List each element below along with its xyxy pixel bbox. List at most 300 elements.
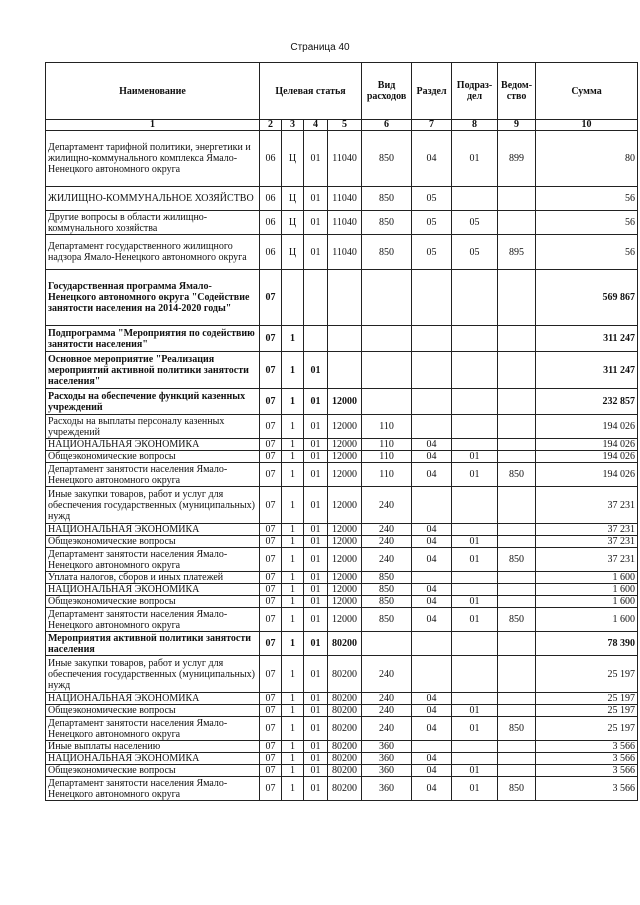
cell-expense-type: 240	[362, 548, 412, 572]
cell-name: Иные закупки товаров, работ и услуг для обеспечения государственных (муниципальных) нужд	[46, 487, 260, 524]
cell-subsection	[452, 584, 498, 596]
cell-name: НАЦИОНАЛЬНАЯ ЭКОНОМИКА	[46, 693, 260, 705]
cell-subprogram: 1	[282, 439, 304, 451]
cell-subsection: 01	[452, 705, 498, 717]
cell-section	[412, 415, 452, 439]
cell-direction: 11040	[328, 235, 362, 270]
cell-sum: 37 231	[536, 524, 638, 536]
cell-direction: 12000	[328, 536, 362, 548]
cell-section: 04	[412, 548, 452, 572]
cell-subsection: 01	[452, 717, 498, 741]
cell-subprogram: 1	[282, 741, 304, 753]
cell-direction: 80200	[328, 693, 362, 705]
cell-name: Департамент тарифной политики, энергетики и жилищно-коммунального комплекса Ямало-Ненецкого автономного округа	[46, 131, 260, 187]
cell-program: 07	[260, 753, 282, 765]
cell-subsection	[452, 326, 498, 352]
cell-expense-type: 850	[362, 131, 412, 187]
cell-department	[498, 536, 536, 548]
cell-program: 06	[260, 131, 282, 187]
cell-department: 850	[498, 717, 536, 741]
col-number: 7	[412, 120, 452, 131]
cell-name: Департамент занятости населения Ямало-Ненецкого автономного округа	[46, 608, 260, 632]
cell-measure: 01	[304, 451, 328, 463]
cell-section	[412, 352, 452, 389]
cell-section	[412, 326, 452, 352]
cell-expense-type: 240	[362, 705, 412, 717]
cell-expense-type: 240	[362, 487, 412, 524]
cell-subsection: 05	[452, 235, 498, 270]
table-row	[46, 211, 638, 235]
cell-name: Мероприятия активной политики занятости населения	[46, 632, 260, 656]
cell-name: НАЦИОНАЛЬНАЯ ЭКОНОМИКА	[46, 439, 260, 451]
table-body	[46, 131, 638, 801]
cell-subsection	[452, 187, 498, 211]
cell-expense-type	[362, 352, 412, 389]
cell-section: 04	[412, 439, 452, 451]
cell-program: 07	[260, 608, 282, 632]
table-row	[46, 487, 638, 524]
cell-section: 04	[412, 753, 452, 765]
cell-expense-type: 850	[362, 584, 412, 596]
table-row	[46, 596, 638, 608]
cell-sum: 569 867	[536, 270, 638, 326]
table-row	[46, 451, 638, 463]
cell-expense-type	[362, 326, 412, 352]
cell-program: 07	[260, 741, 282, 753]
cell-sum: 3 566	[536, 741, 638, 753]
cell-sum: 25 197	[536, 656, 638, 693]
cell-department	[498, 524, 536, 536]
cell-direction: 80200	[328, 741, 362, 753]
cell-measure: 01	[304, 741, 328, 753]
cell-department: 850	[498, 777, 536, 801]
cell-subsection	[452, 415, 498, 439]
cell-sum: 37 231	[536, 487, 638, 524]
cell-subsection	[452, 389, 498, 415]
table-row	[46, 524, 638, 536]
cell-expense-type: 850	[362, 572, 412, 584]
table-row	[46, 439, 638, 451]
cell-section: 04	[412, 765, 452, 777]
cell-subsection: 01	[452, 608, 498, 632]
cell-section	[412, 270, 452, 326]
table-row	[46, 656, 638, 693]
cell-subsection: 01	[452, 463, 498, 487]
cell-expense-type: 850	[362, 596, 412, 608]
cell-measure: 01	[304, 524, 328, 536]
cell-subprogram: 1	[282, 693, 304, 705]
header-expense-type: Вид расходов	[362, 63, 412, 120]
cell-section	[412, 632, 452, 656]
cell-program: 07	[260, 524, 282, 536]
cell-subprogram: 1	[282, 596, 304, 608]
cell-measure: 01	[304, 632, 328, 656]
table-row	[46, 705, 638, 717]
cell-subprogram: 1	[282, 632, 304, 656]
cell-expense-type: 850	[362, 211, 412, 235]
cell-section: 05	[412, 211, 452, 235]
cell-expense-type: 360	[362, 741, 412, 753]
cell-subprogram: 1	[282, 548, 304, 572]
cell-name: Департамент занятости населения Ямало-Ненецкого автономного округа	[46, 717, 260, 741]
cell-direction: 12000	[328, 608, 362, 632]
cell-name: Департамент государственного жилищного надзора Ямало-Ненецкого автономного округа	[46, 235, 260, 270]
cell-direction: 12000	[328, 439, 362, 451]
cell-department	[498, 270, 536, 326]
cell-subprogram: 1	[282, 777, 304, 801]
cell-program: 07	[260, 451, 282, 463]
cell-section: 04	[412, 777, 452, 801]
cell-direction: 80200	[328, 717, 362, 741]
cell-direction: 11040	[328, 211, 362, 235]
cell-direction: 12000	[328, 487, 362, 524]
cell-expense-type	[362, 270, 412, 326]
cell-subprogram: 1	[282, 717, 304, 741]
cell-department	[498, 451, 536, 463]
cell-name: Департамент занятости населения Ямало-Ненецкого автономного округа	[46, 548, 260, 572]
cell-subprogram: Ц	[282, 211, 304, 235]
cell-direction: 80200	[328, 705, 362, 717]
cell-department	[498, 693, 536, 705]
cell-program: 06	[260, 235, 282, 270]
cell-sum: 78 390	[536, 632, 638, 656]
cell-measure: 01	[304, 584, 328, 596]
col-number: 9	[498, 120, 536, 131]
table-row	[46, 608, 638, 632]
cell-section: 04	[412, 451, 452, 463]
cell-section: 04	[412, 596, 452, 608]
cell-direction: 11040	[328, 131, 362, 187]
cell-sum: 56	[536, 211, 638, 235]
cell-subsection: 01	[452, 536, 498, 548]
col-number: 4	[304, 120, 328, 131]
cell-name: НАЦИОНАЛЬНАЯ ЭКОНОМИКА	[46, 524, 260, 536]
cell-program: 07	[260, 632, 282, 656]
cell-subprogram: Ц	[282, 187, 304, 211]
col-number: 2	[260, 120, 282, 131]
cell-subprogram: 1	[282, 765, 304, 777]
cell-measure: 01	[304, 352, 328, 389]
cell-program: 07	[260, 596, 282, 608]
cell-department	[498, 415, 536, 439]
table-row	[46, 753, 638, 765]
cell-subsection	[452, 487, 498, 524]
cell-department	[498, 487, 536, 524]
cell-name: НАЦИОНАЛЬНАЯ ЭКОНОМИКА	[46, 753, 260, 765]
cell-direction: 80200	[328, 777, 362, 801]
cell-measure: 01	[304, 608, 328, 632]
cell-name: Другие вопросы в области жилищно-коммунального хозяйства	[46, 211, 260, 235]
cell-measure: 01	[304, 765, 328, 777]
cell-subsection	[452, 270, 498, 326]
cell-sum: 3 566	[536, 753, 638, 765]
cell-section: 04	[412, 584, 452, 596]
cell-subprogram: 1	[282, 656, 304, 693]
table-row	[46, 389, 638, 415]
cell-direction: 12000	[328, 596, 362, 608]
cell-subprogram: Ц	[282, 131, 304, 187]
cell-subsection	[452, 693, 498, 705]
cell-department	[498, 656, 536, 693]
cell-measure: 01	[304, 572, 328, 584]
cell-subsection: 01	[452, 131, 498, 187]
cell-department	[498, 389, 536, 415]
cell-section	[412, 487, 452, 524]
cell-department	[498, 584, 536, 596]
cell-section	[412, 572, 452, 584]
table-row	[46, 326, 638, 352]
cell-measure: 01	[304, 693, 328, 705]
table-row	[46, 777, 638, 801]
cell-expense-type: 360	[362, 777, 412, 801]
cell-sum: 3 566	[536, 777, 638, 801]
header-department: Ведом-ство	[498, 63, 536, 120]
cell-section: 04	[412, 717, 452, 741]
cell-measure: 01	[304, 415, 328, 439]
cell-program: 07	[260, 705, 282, 717]
cell-section	[412, 389, 452, 415]
cell-measure: 01	[304, 656, 328, 693]
cell-department	[498, 753, 536, 765]
cell-direction: 12000	[328, 451, 362, 463]
col-number: 6	[362, 120, 412, 131]
cell-expense-type: 240	[362, 536, 412, 548]
cell-subprogram	[282, 270, 304, 326]
cell-direction	[328, 270, 362, 326]
cell-name: Общеэкономические вопросы	[46, 536, 260, 548]
cell-measure: 01	[304, 548, 328, 572]
table-row	[46, 741, 638, 753]
cell-subsection: 01	[452, 596, 498, 608]
cell-name: Расходы на выплаты персоналу казенных учреждений	[46, 415, 260, 439]
table-row	[46, 548, 638, 572]
cell-name: Общеэкономические вопросы	[46, 765, 260, 777]
cell-sum: 25 197	[536, 693, 638, 705]
budget-table	[45, 62, 638, 801]
cell-sum: 25 197	[536, 717, 638, 741]
cell-direction	[328, 326, 362, 352]
cell-subsection: 05	[452, 211, 498, 235]
cell-expense-type: 240	[362, 524, 412, 536]
cell-program: 07	[260, 536, 282, 548]
table-row	[46, 463, 638, 487]
table-row	[46, 572, 638, 584]
col-number: 8	[452, 120, 498, 131]
cell-program: 07	[260, 572, 282, 584]
table-row	[46, 235, 638, 270]
cell-subprogram: 1	[282, 487, 304, 524]
cell-program: 07	[260, 487, 282, 524]
cell-department: 895	[498, 235, 536, 270]
cell-program: 07	[260, 463, 282, 487]
cell-name: НАЦИОНАЛЬНАЯ ЭКОНОМИКА	[46, 584, 260, 596]
cell-sum: 1 600	[536, 596, 638, 608]
cell-measure: 01	[304, 187, 328, 211]
cell-sum: 80	[536, 131, 638, 187]
cell-sum: 1 600	[536, 572, 638, 584]
cell-expense-type: 110	[362, 439, 412, 451]
table-row	[46, 415, 638, 439]
table-row	[46, 765, 638, 777]
cell-department	[498, 211, 536, 235]
cell-subprogram: 1	[282, 389, 304, 415]
cell-name: Подпрограмма "Мероприятия по содействию занятости населения"	[46, 326, 260, 352]
cell-measure: 01	[304, 439, 328, 451]
cell-section: 04	[412, 131, 452, 187]
cell-sum: 56	[536, 187, 638, 211]
cell-direction: 12000	[328, 415, 362, 439]
cell-expense-type: 240	[362, 717, 412, 741]
cell-measure: 01	[304, 717, 328, 741]
cell-sum: 37 231	[536, 536, 638, 548]
cell-department: 850	[498, 608, 536, 632]
cell-program: 07	[260, 584, 282, 596]
cell-sum: 1 600	[536, 608, 638, 632]
cell-measure: 01	[304, 463, 328, 487]
cell-program: 07	[260, 548, 282, 572]
cell-name: Уплата налогов, сборов и иных платежей	[46, 572, 260, 584]
cell-measure: 01	[304, 777, 328, 801]
table-row	[46, 270, 638, 326]
cell-direction: 12000	[328, 548, 362, 572]
cell-name: Общеэкономические вопросы	[46, 705, 260, 717]
cell-sum: 232 857	[536, 389, 638, 415]
cell-expense-type: 110	[362, 451, 412, 463]
cell-subprogram: 1	[282, 753, 304, 765]
cell-sum: 194 026	[536, 451, 638, 463]
cell-direction: 12000	[328, 584, 362, 596]
cell-direction	[328, 352, 362, 389]
cell-subprogram: 1	[282, 572, 304, 584]
cell-direction: 12000	[328, 463, 362, 487]
cell-program: 07	[260, 415, 282, 439]
header-name: Наименование	[46, 63, 260, 120]
cell-name: Департамент занятости населения Ямало-Ненецкого автономного округа	[46, 463, 260, 487]
cell-sum: 56	[536, 235, 638, 270]
cell-department: 850	[498, 463, 536, 487]
cell-name: ЖИЛИЩНО-КОММУНАЛЬНОЕ ХОЗЯЙСТВО	[46, 187, 260, 211]
cell-name: Иные закупки товаров, работ и услуг для обеспечения государственных (муниципальных) нужд	[46, 656, 260, 693]
cell-subsection: 01	[452, 451, 498, 463]
cell-section: 04	[412, 463, 452, 487]
cell-direction: 11040	[328, 187, 362, 211]
col-number: 10	[536, 120, 638, 131]
header-sum: Сумма	[536, 63, 638, 120]
cell-department	[498, 632, 536, 656]
cell-measure: 01	[304, 389, 328, 415]
cell-subsection	[452, 656, 498, 693]
cell-expense-type: 240	[362, 656, 412, 693]
cell-department	[498, 572, 536, 584]
cell-subsection	[452, 572, 498, 584]
cell-section: 04	[412, 693, 452, 705]
cell-measure: 01	[304, 131, 328, 187]
table-row	[46, 187, 638, 211]
cell-measure	[304, 326, 328, 352]
cell-name: Департамент занятости населения Ямало-Ненецкого автономного округа	[46, 777, 260, 801]
cell-subprogram: 1	[282, 705, 304, 717]
cell-subprogram: Ц	[282, 235, 304, 270]
cell-sum: 37 231	[536, 548, 638, 572]
cell-sum: 194 026	[536, 415, 638, 439]
cell-program: 07	[260, 693, 282, 705]
column-number-row	[46, 120, 638, 131]
cell-department	[498, 439, 536, 451]
cell-subsection	[452, 741, 498, 753]
cell-expense-type: 110	[362, 463, 412, 487]
cell-subsection	[452, 632, 498, 656]
cell-name: Общеэкономические вопросы	[46, 451, 260, 463]
cell-measure: 01	[304, 705, 328, 717]
cell-program: 07	[260, 777, 282, 801]
cell-direction: 12000	[328, 524, 362, 536]
cell-sum: 194 026	[536, 463, 638, 487]
table-row	[46, 717, 638, 741]
cell-program: 07	[260, 717, 282, 741]
cell-department	[498, 352, 536, 389]
cell-direction: 80200	[328, 632, 362, 656]
cell-subprogram: 1	[282, 326, 304, 352]
cell-measure: 01	[304, 753, 328, 765]
cell-name: Основное мероприятие "Реализация мероприятий активной политики занятости населения"	[46, 352, 260, 389]
table-row	[46, 693, 638, 705]
cell-department	[498, 705, 536, 717]
header-section: Раздел	[412, 63, 452, 120]
cell-subprogram: 1	[282, 536, 304, 548]
cell-department	[498, 596, 536, 608]
cell-measure: 01	[304, 211, 328, 235]
cell-name: Иные выплаты населению	[46, 741, 260, 753]
cell-sum: 1 600	[536, 584, 638, 596]
cell-program: 07	[260, 765, 282, 777]
cell-expense-type	[362, 389, 412, 415]
cell-expense-type: 360	[362, 753, 412, 765]
cell-expense-type: 850	[362, 235, 412, 270]
cell-sum: 3 566	[536, 765, 638, 777]
table-row	[46, 584, 638, 596]
cell-section: 04	[412, 705, 452, 717]
cell-subsection: 01	[452, 777, 498, 801]
cell-expense-type	[362, 632, 412, 656]
cell-subprogram: 1	[282, 584, 304, 596]
cell-program: 07	[260, 352, 282, 389]
cell-subprogram: 1	[282, 524, 304, 536]
header-subsection: Подраз-дел	[452, 63, 498, 120]
table-row	[46, 536, 638, 548]
cell-program: 07	[260, 439, 282, 451]
cell-section	[412, 656, 452, 693]
cell-direction: 12000	[328, 389, 362, 415]
cell-subprogram: 1	[282, 415, 304, 439]
cell-subsection	[452, 439, 498, 451]
cell-subsection	[452, 524, 498, 536]
cell-department: 899	[498, 131, 536, 187]
cell-program: 06	[260, 211, 282, 235]
cell-section: 04	[412, 536, 452, 548]
cell-measure: 01	[304, 487, 328, 524]
cell-program: 07	[260, 656, 282, 693]
cell-expense-type: 850	[362, 608, 412, 632]
cell-section	[412, 741, 452, 753]
cell-section: 05	[412, 235, 452, 270]
cell-expense-type: 850	[362, 187, 412, 211]
cell-subprogram: 1	[282, 451, 304, 463]
cell-program: 07	[260, 270, 282, 326]
cell-program: 07	[260, 326, 282, 352]
page-number: Страница 40	[290, 42, 350, 53]
cell-subprogram: 1	[282, 352, 304, 389]
col-number: 5	[328, 120, 362, 131]
